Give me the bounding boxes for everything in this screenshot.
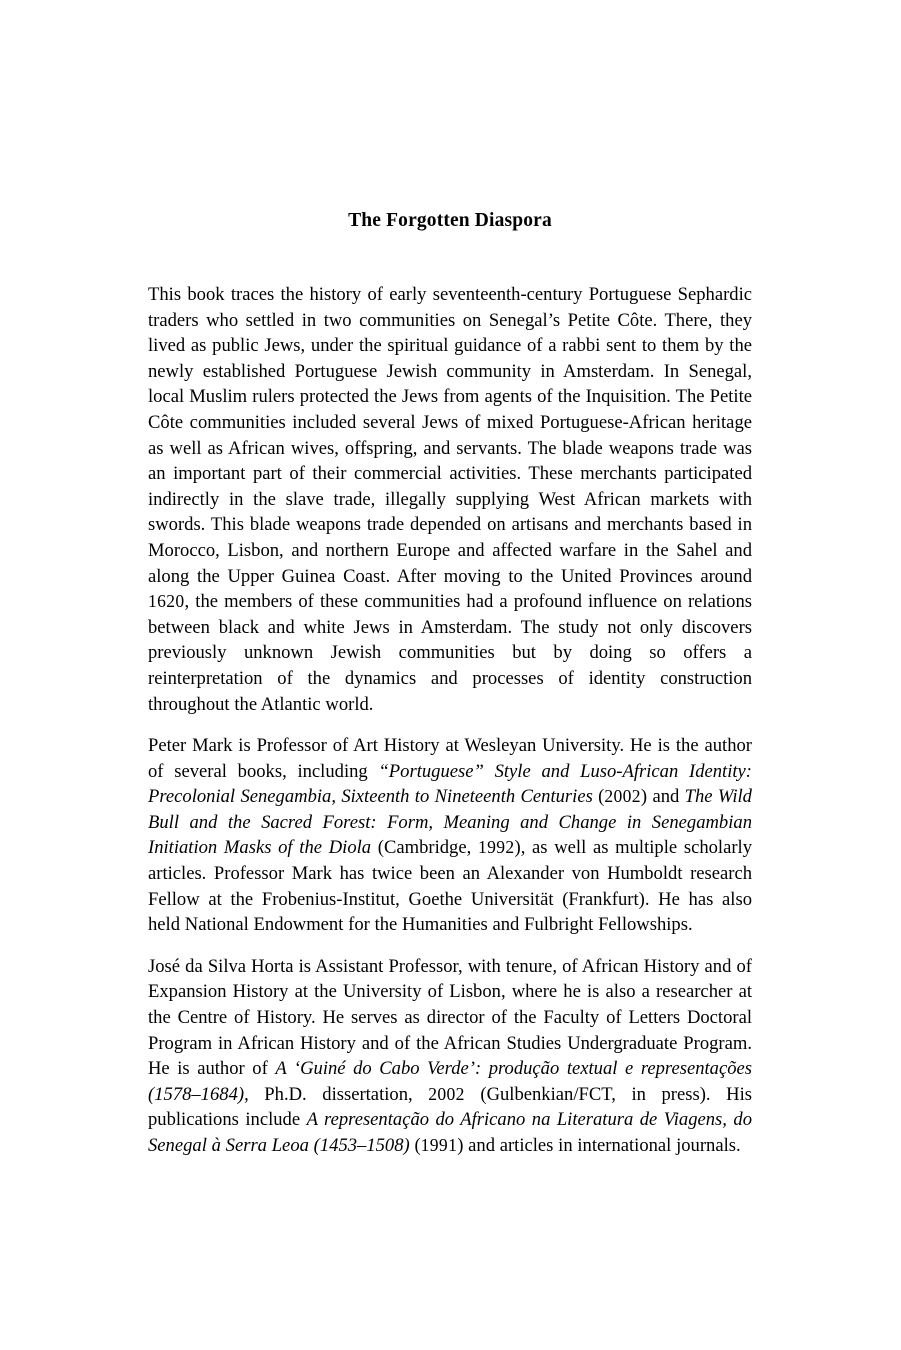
text-run: José da Silva Horta is Assistant Professor, with tenure, of African History and of Expansion History at the University of Lisbon, where he is also a researcher at the Centre of History. He serves as director of the Faculty of Letters Doctoral Program in African History and of the African Studies Undergraduate Program. He is author of	[148, 955, 752, 1080]
oldstyle-figures: 2002	[604, 786, 641, 807]
text-block	[148, 208, 752, 1159]
oldstyle-figures: 1991	[420, 1135, 458, 1155]
paragraph-author-bio-peter-mark	[148, 733, 752, 938]
text-run: , the members of these communities had a profound influence on relations between black and white Jews in Amsterdam. The study not only discovers previously unknown Jewish communities but by doing so offers a reinterpretation of the dynamics and processes of identity construction throughout the Atlantic world.	[148, 591, 752, 715]
text-run: ) and articles in international journals.	[457, 1135, 741, 1156]
oldstyle-figures: 1620	[148, 591, 185, 612]
page-title: The Forgotten Diaspora	[348, 210, 552, 231]
paragraph-author-bio-jose-da-silva-horta	[148, 954, 752, 1159]
text-run: (	[592, 786, 605, 808]
italic-title: A ‘Guiné do Cabo Verde’: produção textual e representações (1578–1684)	[148, 1058, 752, 1105]
text-run: ) and	[640, 786, 685, 808]
paragraph-book-summary	[148, 282, 752, 717]
italic-title: A representação do Africano na Literatura de Viagens, do Senegal à Serra Leoa (1453–1508)	[148, 1109, 752, 1156]
text-run: (Gulbenkian/FCT, in press). His publications include	[148, 1083, 752, 1131]
text-run: This book traces the history of early seventeenth-century Portuguese Sephardic traders who settled in two communities on Senegal’s Petite Côte. There, they lived as public Jews, under the spiritual guidance of a rabbi sent to them by the newly established Portuguese Jewish community in Amsterdam. In Senegal, local Muslim rulers protected the Jews from agents of the Inquisition. The Petite Côte communities included several Jews of mixed Portuguese-African heritage as well as African wives, offspring, and servants. The blade weapons trade was an important part of their commercial activities. These merchants participated indirectly in the slave trade, illegally supplying West African markets with swords. This blade weapons trade depended on artisans and merchants based in Morocco, Lisbon, and northern Europe and affected warfare in the Sahel and along the Upper Guinea Coast. After moving to the United Provinces around	[148, 284, 752, 587]
text-run: , Ph.D. dissertation,	[244, 1083, 429, 1105]
text-run: Peter Mark is Professor of Art History at Wesleyan University. He is the author of several books, including	[148, 735, 752, 782]
text-run: ), as well as multiple scholarly articles. Professor Mark has twice been an Alexander von Humboldt research Fellow at the Frobenius-Institut, Goethe Universität (Frankfurt). He has also held National Endowment for the Humanities and Fulbright Fellowships.	[148, 837, 752, 936]
oldstyle-figures: 1992	[477, 837, 515, 858]
italic-title: The Wild Bull and the Sacred Forest: Form, Meaning and Change in Senegambian Initiation Masks of the Diola	[148, 786, 752, 859]
paragraph-container	[148, 282, 752, 1159]
oldstyle-figures: 2002	[428, 1083, 465, 1104]
text-run: (Cambridge,	[371, 837, 478, 859]
italic-title: “Portuguese” Style and Luso-African Identity: Precolonial Senegambia, Sixteenth to Nineteenth Centuries	[148, 760, 752, 808]
text-run: (	[409, 1135, 421, 1156]
